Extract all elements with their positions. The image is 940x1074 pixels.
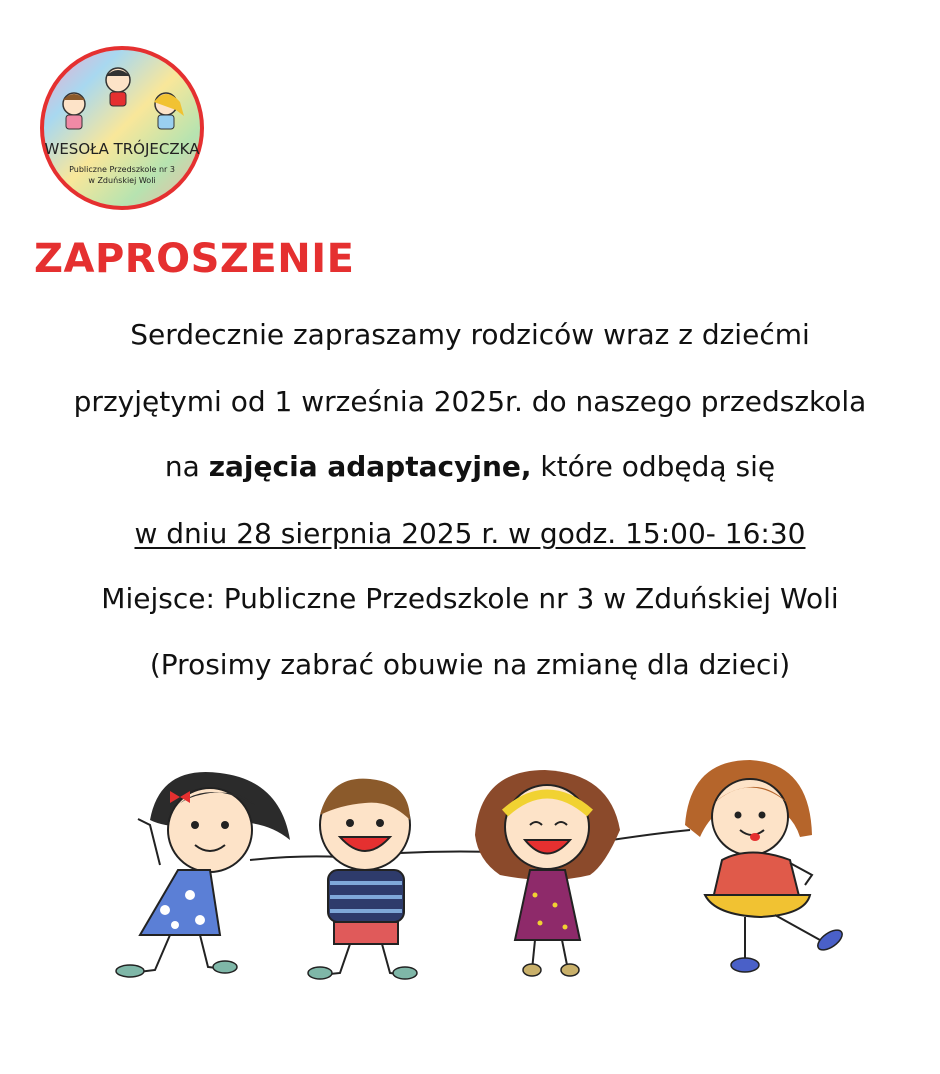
page-title: ZAPROSZENIE [34,236,355,282]
kid-boy-striped-shirt [308,779,417,979]
line-3-prefix: na [164,450,209,483]
logo-kid-middle [106,68,130,106]
school-logo [36,44,208,212]
event-note: (Prosimy zabrać obuwie na zmianę dla dzieci) [149,648,791,681]
children-graphic [100,745,870,995]
logo-subtitle-1: Publiczne Przedszkole nr 3 [69,165,175,174]
line-3-suffix: które odbędą się [531,450,776,483]
invitation-line-3 [0,450,940,484]
children-illustration [100,745,870,995]
logo-subtitle-2: w Zduńskiej Woli [88,176,156,185]
event-location: Miejsce: Publiczne Przedszkole nr 3 w Zduńskiej Woli [101,582,839,615]
logo-kid-left [63,93,85,129]
logo-graphic [36,44,208,212]
kid-girl-purple-dress [475,770,620,976]
logo-name: WESOŁA TRÓJECZKA [44,140,200,158]
kid-girl-blue-dress [116,772,290,977]
event-date-time: w dniu 28 sierpnia 2025 r. w godz. 15:00- 16:30 [134,517,806,550]
kid-girl-red-dress [685,760,845,972]
adaptation-classes-label: zajęcia adaptacyjne, [208,450,532,483]
invitation-line-1: Serdecznie zapraszamy rodziców wraz z dziećmi [130,318,810,351]
invitation-line-2: przyjętymi od 1 września 2025r. do naszego przedszkola [73,385,867,418]
